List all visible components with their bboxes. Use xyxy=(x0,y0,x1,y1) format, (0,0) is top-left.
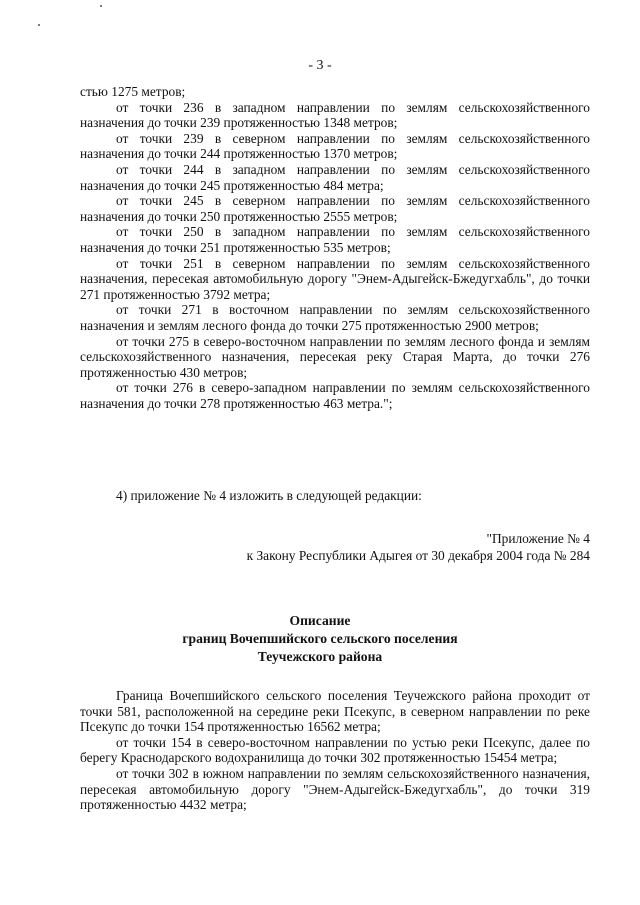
heading-line: Теучежского района xyxy=(257,649,383,664)
appendix-law-reference: к Закону Республики Адыгея от 30 декабря 2004 года № 284 xyxy=(246,548,590,563)
paragraph: от точки 271 в восточном направлении по землям сельскохозяйственного назначения и землям лесного фонда до точки 275 протяженностью 2900 метров; xyxy=(80,302,590,333)
paragraph: от точки 276 в северо-западном направлении по землям сельскохозяйственного назначения до точки 278 протяженностью 463 метра."; xyxy=(80,380,590,411)
section-heading xyxy=(0,612,640,666)
paragraph: от точки 245 в северном направлении по землям сельскохозяйственного назначения до точки 250 протяженностью 2555 метров; xyxy=(80,193,590,224)
heading-line: Описание xyxy=(289,613,351,628)
boundary-description xyxy=(80,688,590,813)
boundary-list-continued xyxy=(80,84,590,411)
amendment-item-4: 4) приложение № 4 изложить в следующей редакции: xyxy=(116,488,422,503)
paragraph: стью 1275 метров; xyxy=(80,84,186,99)
paragraph: от точки 275 в северо-восточном направлении по землям лесного фонда и землям сельскохозяйственного назначения, пересекая реку Старая Марта, до точки 276 протяженностью 430 метров; xyxy=(80,333,590,380)
paragraph: от точки 302 в южном направлении по землям сельскохозяйственного назначения, пересекая автомобильную дорогу "Энем-Адыгейск-Бжедугхабль", до точки 319 протяженностью 4432 метра; xyxy=(80,765,590,813)
paragraph: Граница Вочепшийского сельского поселения Теучежского района проходит от точки 581, расположенной на середине реки Псекупс, в северном направлении по реке Псекупс до точки 154 протяженностью 16562 метра; xyxy=(80,688,590,735)
appendix-reference xyxy=(247,530,590,564)
appendix-title: "Приложение № 4 xyxy=(486,531,590,546)
scan-speck xyxy=(38,24,40,26)
scan-speck xyxy=(100,5,102,7)
paragraph: от точки 236 в западном направлении по землям сельскохозяйственного назначения до точки 239 протяженностью 1348 метров; xyxy=(80,99,590,131)
paragraph: от точки 154 в северо-восточном направлении по устью реки Псекупс, далее по берегу Краснодарского водохранилища до точки 302 протяженностью 15454 метра; xyxy=(80,734,590,766)
page-number: - 3 - xyxy=(308,58,332,73)
paragraph: от точки 244 в западном направлении по землям сельскохозяйственного назначения до точки 245 протяженностью 484 метра; xyxy=(80,161,590,193)
paragraph: от точки 250 в западном направлении по землям сельскохозяйственного назначения до точки 251 протяженностью 535 метров; xyxy=(80,224,590,255)
paragraph: от точки 251 в северном направлении по землям сельскохозяйственного назначения, пересекая автомобильную дорогу "Энем-Адыгейск-Бжедугхабль", до точки 271 протяженностью 3792 метра; xyxy=(80,255,590,302)
heading-line: границ Вочепшийского сельского поселения xyxy=(182,631,458,646)
paragraph: от точки 239 в северном направлении по землям сельскохозяйственного назначения до точки 244 протяженностью 1370 метров; xyxy=(80,130,590,162)
